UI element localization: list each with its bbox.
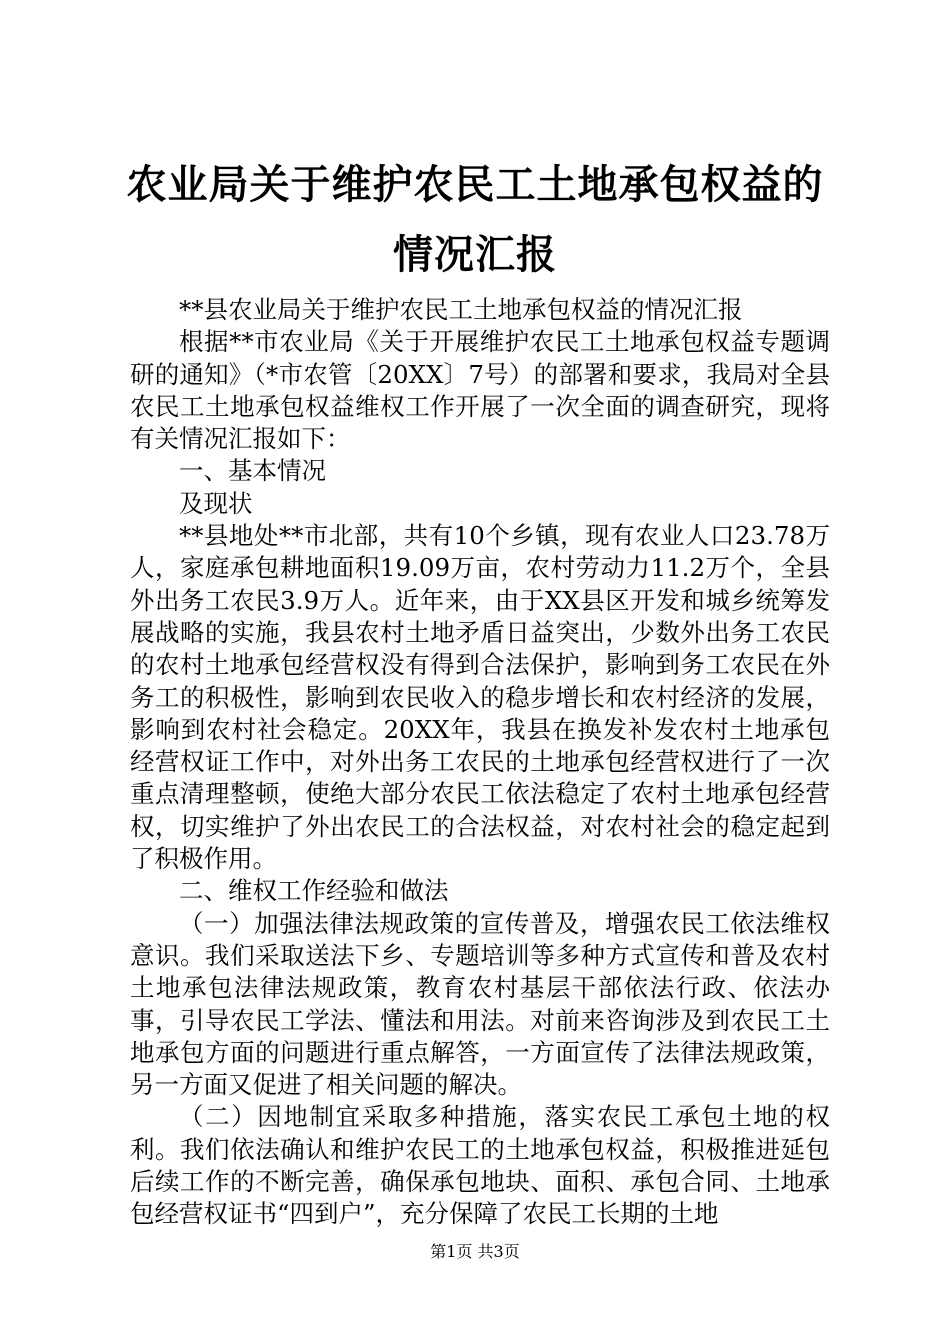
section-heading-2: 二、维权工作经验和做法 — [179, 876, 449, 906]
section-heading-1: 一、基本情况 — [179, 456, 326, 486]
section-heading-1-cont: 及现状 — [179, 488, 253, 518]
document-title: 农业局关于维护农民工土地承包权益的情况汇报 — [126, 162, 824, 278]
paragraph-basic-situation: **县地处**市北部，共有10个乡镇，现有农业人口23.78万人，家庭承包耕地面积19.09万亩，农村劳动力11.2万个，全县外出务工农民3.9万人。近年来，由于XX县区开发和城乡统筹发展战略的实施，我县农村土地矛盾日益突出，少数外出务工农民的农村土地承包经营权没有得到合法保护，影响到务工农民在外务工的积极性，影响到农民收入的稳步增长和农村经济的发展，影响到农村社会稳定。20XX年，我县在换发补发农村土地承包经营权证工作中，对外出务工农民的土地承包经营权进行了一次重点清理整顿，使绝大部分农民工依法稳定了农村土地承包经营权，切实维护了外出农民工的合法权益，对农村社会的稳定起到了积极作用。 — [130, 521, 830, 874]
paragraph-subtitle: **县农业局关于维护农民工土地承包权益的情况汇报 — [179, 295, 743, 324]
paragraph-measure-1: （一）加强法律法规政策的宣传普及，增强农民工依法维权意识。我们采取送法下乡、专题培训等多种方式宣传和普及农村土地承包法律法规政策，教育农村基层干部依法行政、依法办事，引导农民工学法、懂法和用法。对前来咨询涉及到农民工土地承包方面的问题进行重点解答，一方面宣传了法律法规政策，另一方面又促进了相关问题的解决。 — [130, 908, 830, 1100]
paragraph-measure-2: （二）因地制宜采取多种措施，落实农民工承包土地的权利。我们依法确认和维护农民工的土地承包权益，积极推进延包后续工作的不断完善，确保承包地块、面积、承包合同、土地承包经营权证书“四到户”，充分保障了农民工长期的土地 — [130, 1102, 830, 1229]
page-footer: 第1页 共3页 — [430, 1242, 520, 1261]
document-body — [130, 294, 830, 1231]
paragraph-intro: 根据**市农业局《关于开展维护农民工土地承包权益专题调研的通知》（*市农管〔20XX〕7号）的部署和要求，我局对全县农民工土地承包权益维权工作开展了一次全面的调查研究，现将有关情况汇报如下： — [130, 327, 830, 454]
